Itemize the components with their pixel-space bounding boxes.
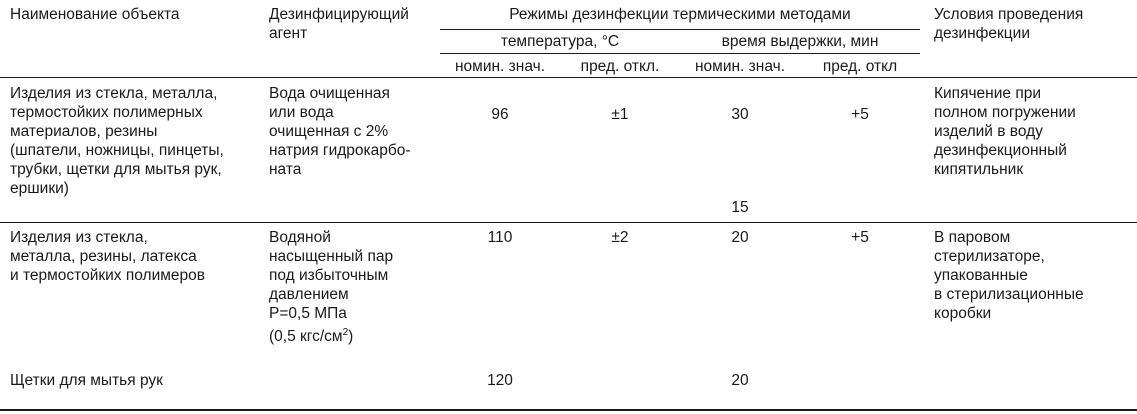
header-sub-time: время выдержки, мин bbox=[721, 33, 879, 50]
row-2-object: Изделия из стекла, металла, резины, латекса и термостойких полимеров bbox=[10, 229, 205, 284]
header-temp-nominal: номин. знач. bbox=[455, 58, 545, 75]
row-1-object: Изделия из стекла, металла, термостойких полимерных материалов, резины (шпатели, ножницы, пинцеты, трубки, щетки для мытья рук, ершики) bbox=[10, 85, 224, 197]
table-bottom-rule bbox=[0, 409, 1137, 411]
header-modes-underline bbox=[440, 29, 920, 30]
row-3-time-nominal: 20 bbox=[731, 372, 749, 389]
row-2-agent-pressure-sup: 2 bbox=[342, 327, 349, 338]
row-2-time-deviation: +5 bbox=[851, 229, 869, 246]
row-1-temp-deviation: ±1 bbox=[611, 106, 629, 123]
header-time-deviation: пред. откл bbox=[822, 58, 898, 75]
row-1-time-nominal-extra: 15 bbox=[731, 199, 749, 216]
row-2-temp-nominal: 110 bbox=[487, 229, 513, 246]
row-2-time-nominal: 20 bbox=[731, 229, 749, 246]
header-sub-underline bbox=[440, 53, 920, 54]
header-col-conditions: Условия проведения дезинфекции bbox=[934, 6, 1084, 42]
row-1-bottom-rule bbox=[0, 222, 1137, 223]
header-col-agent: Дезинфицирующий агент bbox=[269, 6, 409, 42]
row-2-agent-pressure-suffix: ) bbox=[348, 328, 354, 346]
header-col-object: Наименование объекта bbox=[10, 6, 180, 23]
row-2-temp-deviation: ±2 bbox=[611, 229, 629, 246]
row-3-temp-nominal: 120 bbox=[487, 372, 513, 389]
row-2-agent-pressure bbox=[269, 323, 353, 346]
row-1-temp-nominal: 96 bbox=[491, 106, 509, 123]
header-bottom-rule bbox=[0, 77, 1137, 78]
header-col-modes: Режимы дезинфекции термическими методами bbox=[509, 6, 851, 23]
header-sub-temp: температура, °С bbox=[500, 33, 620, 50]
row-1-time-nominal: 30 bbox=[731, 106, 749, 123]
header-temp-deviation: пред. откл. bbox=[580, 58, 660, 75]
row-3-object: Щетки для мытья рук bbox=[10, 372, 163, 389]
row-2-agent-pressure-prefix: (0,5 кгс/см bbox=[269, 328, 343, 346]
row-2-agent: Водяной насыщенный пар под избыточным давлением Р=0,5 МПа bbox=[269, 229, 394, 322]
row-2-conditions: В паровом стерилизаторе, упакованные в стерилизационные коробки bbox=[934, 229, 1084, 322]
header-time-nominal: номин. знач. bbox=[695, 58, 785, 75]
row-1-time-deviation: +5 bbox=[851, 106, 869, 123]
row-1-agent: Вода очищенная или вода очищенная с 2% натрия гидрокарбо- ната bbox=[269, 85, 411, 178]
row-1-conditions: Кипячение при полном погружении изделий в воду дезинфекционный кипятильник bbox=[934, 85, 1076, 178]
